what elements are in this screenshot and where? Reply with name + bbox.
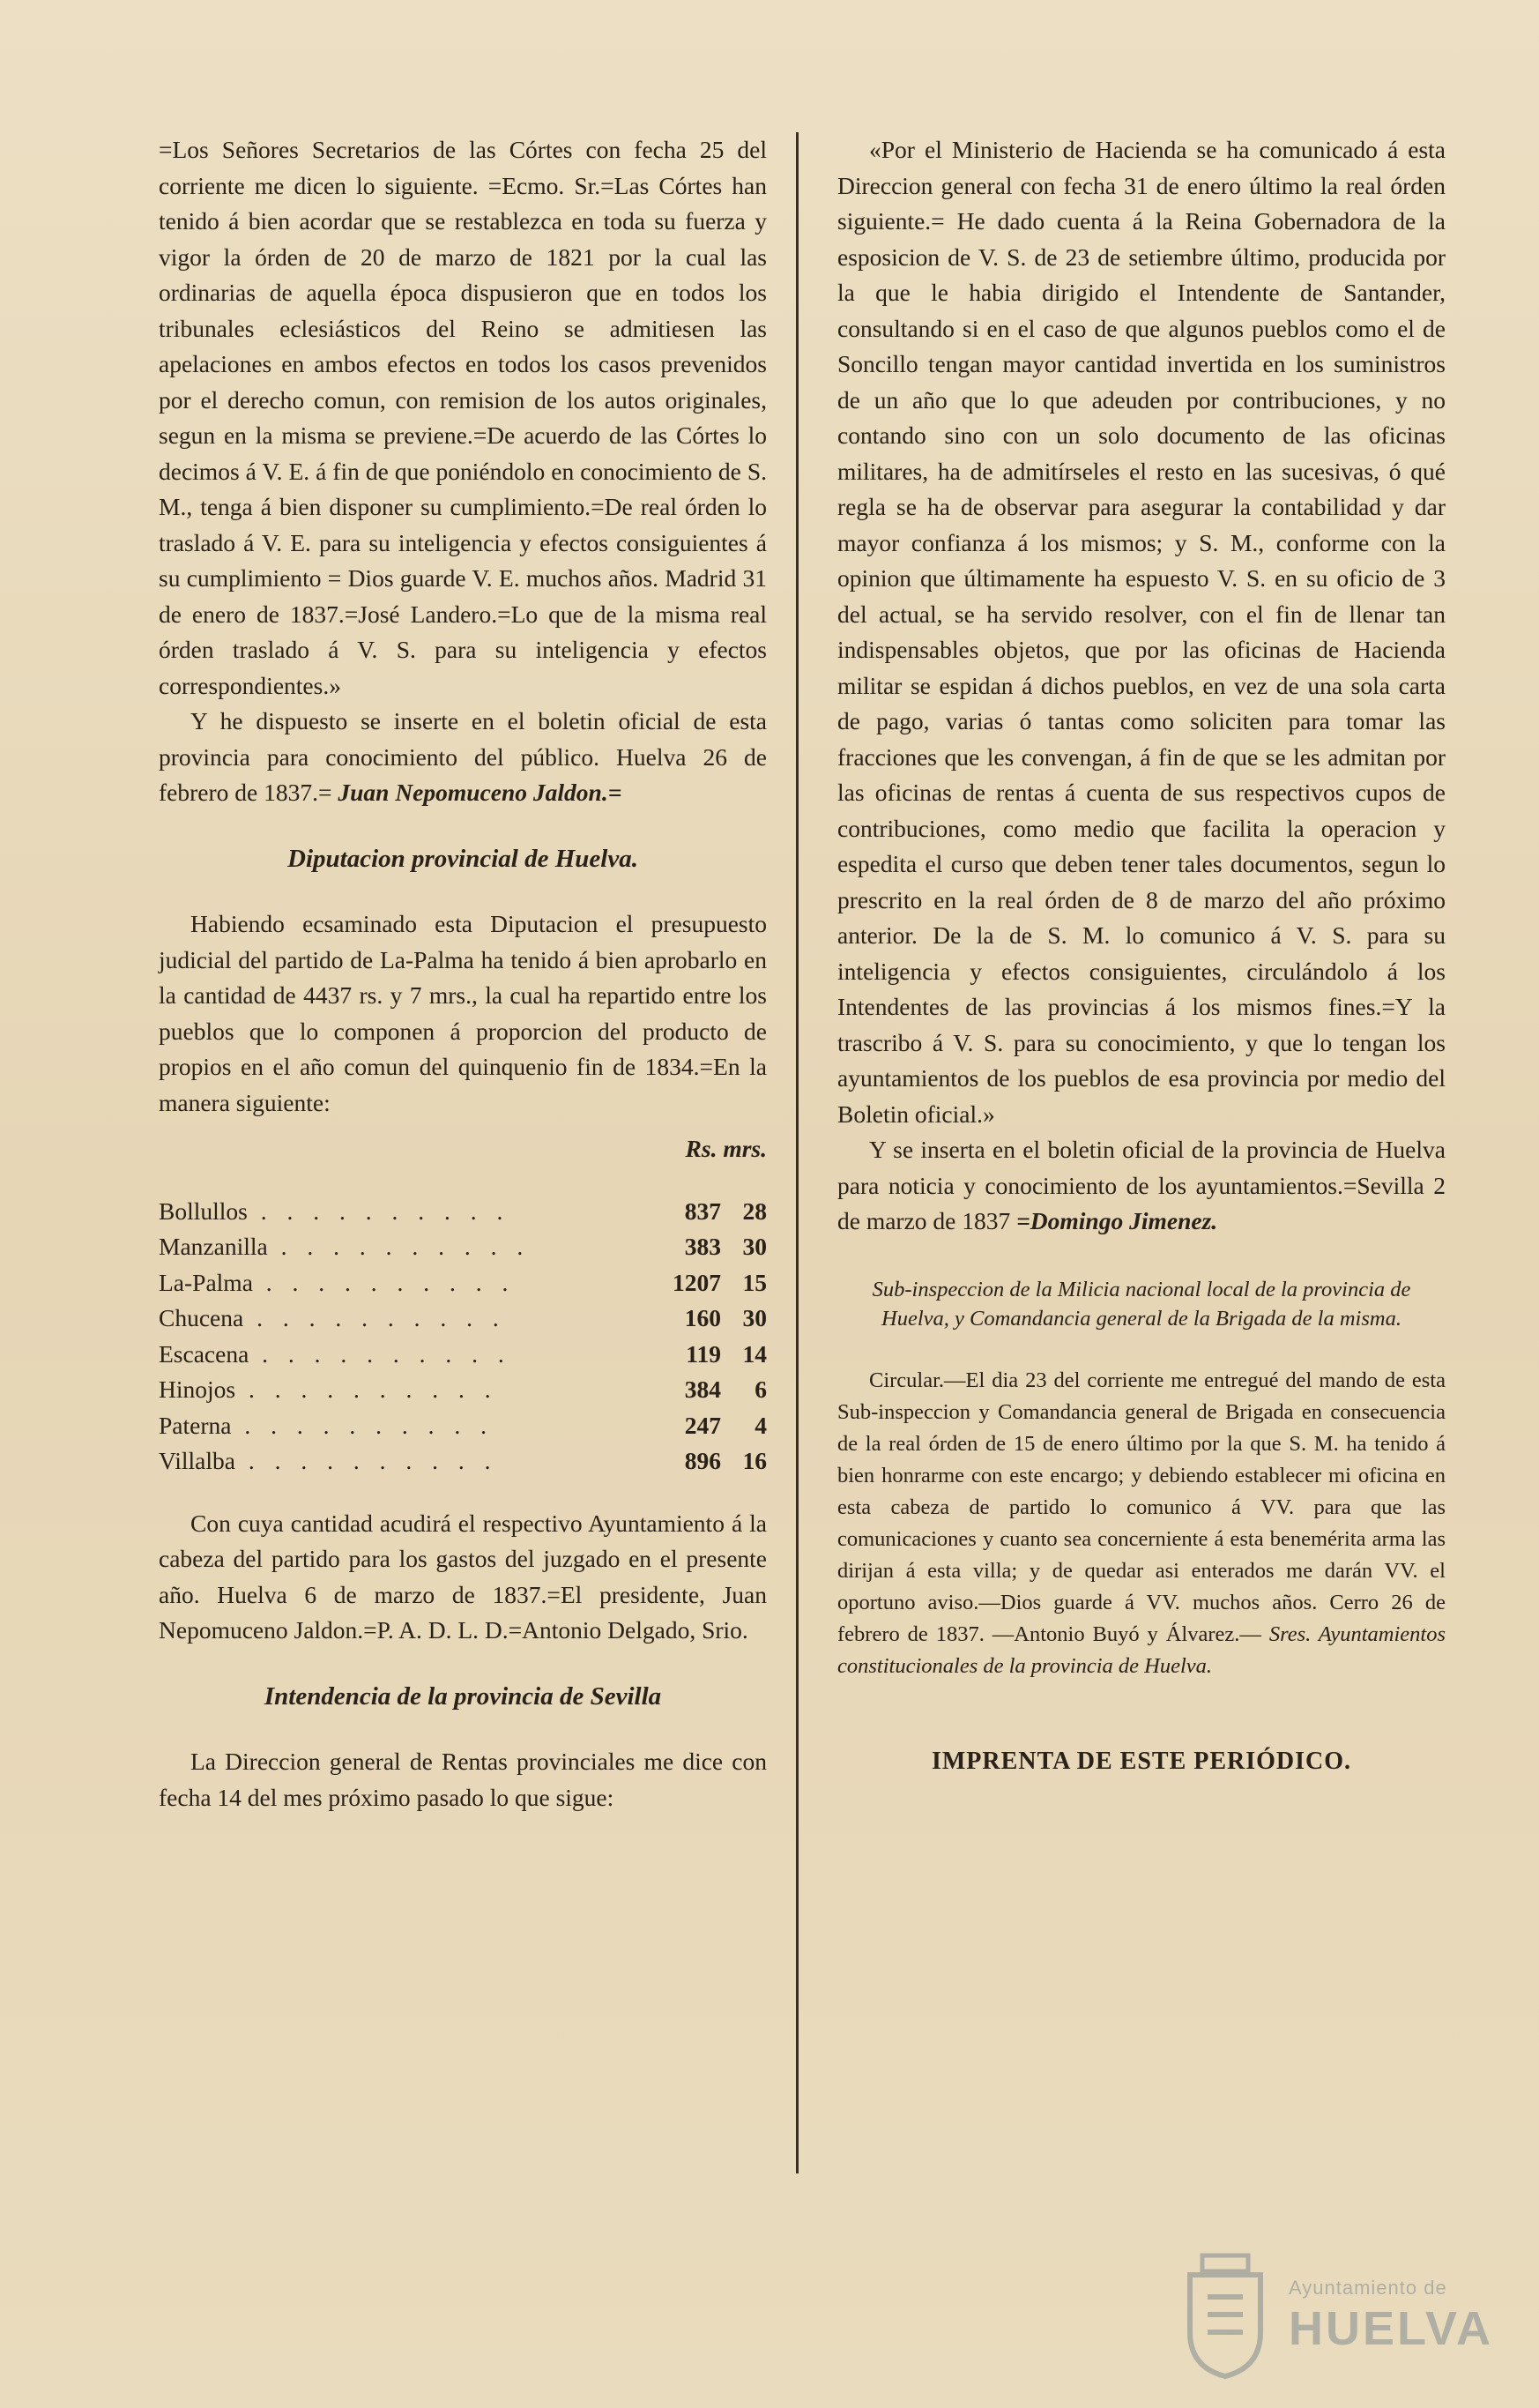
- maravedies-value: 15: [742, 1268, 767, 1296]
- town-name-text: Villalba: [159, 1447, 235, 1474]
- sevilla-insertion-text: Y se inserta en el boletin oficial de la provincia de Huelva para noticia y conocimiento de los ayuntamientos.=Sevilla 2 de marzo de 1837: [837, 1136, 1446, 1234]
- left-column: [159, 132, 767, 1815]
- right-column: [837, 132, 1446, 1779]
- column-divider: [796, 132, 799, 2173]
- sevilla-insertion: [837, 1132, 1446, 1240]
- watermark-logo: [1172, 2248, 1493, 2381]
- signature-jaldon: Juan Nepomuceno Jaldon.=: [338, 779, 622, 806]
- leader-dots: . . . . . . . . . .: [249, 1339, 511, 1368]
- leader-dots: . . . . . . . . . .: [234, 1447, 498, 1474]
- leader-dots: . . . . . . . . . .: [243, 1304, 506, 1331]
- maravedies-value: 16: [742, 1447, 767, 1474]
- leader-dots: . . . . . . . . . .: [231, 1411, 494, 1439]
- section-heading-diputacion: Diputacion provincial de Huelva.: [287, 844, 638, 873]
- maravedies-value: 4: [755, 1411, 767, 1439]
- town-name-text: Bollullos: [159, 1197, 248, 1225]
- town-name-text: Manzanilla: [159, 1233, 268, 1260]
- town-name-text: La-Palma: [159, 1268, 253, 1296]
- town-name: [159, 1301, 640, 1337]
- table-row: [159, 1229, 767, 1265]
- town-name-text: Hinojos: [159, 1375, 236, 1403]
- town-name-text: Paterna: [159, 1411, 232, 1439]
- reales-value: 247: [684, 1411, 721, 1439]
- town-name-text: Escacena: [159, 1339, 249, 1368]
- maravedies-value: 6: [755, 1375, 767, 1403]
- reales-value: 837: [684, 1197, 721, 1225]
- printer-imprint: IMPRENTA DE ESTE PERIÓDICO.: [931, 1747, 1352, 1775]
- table-row: [159, 1194, 767, 1230]
- maravedies-value: 28: [742, 1197, 767, 1225]
- section-heading-intendencia: Intendencia de la provincia de Sevilla: [264, 1681, 662, 1711]
- reales-value: 119: [686, 1339, 721, 1368]
- table-row: [159, 1265, 767, 1301]
- town-name: [159, 1443, 640, 1480]
- table-row: [159, 1372, 767, 1408]
- reales-value: 160: [684, 1304, 721, 1331]
- reales-value: 1207: [673, 1268, 721, 1296]
- leader-dots: . . . . . . . . . .: [267, 1233, 531, 1260]
- table-row: [159, 1301, 767, 1337]
- maravedies-value: 30: [742, 1233, 767, 1260]
- watermark-line1: Ayuntamiento de: [1289, 2277, 1447, 2299]
- town-name: [159, 1337, 640, 1373]
- maravedies-value: 30: [742, 1304, 767, 1331]
- table-row: [159, 1443, 767, 1480]
- letter-cortes-paragraph: =Los Señores Secretarios de las Córtes con fecha 25 del corriente me dicen lo siguiente. =Ecmo. Sr.=Las Córtes han tenido á bien acordar que se restablezca en toda su fuerza y vigor la órden de 20 de marzo de 1821 por la cual las ordinarias de aquella época dispusieron que en todos los tribunales eclesiásticos del Reino se admitiesen las apelaciones en ambos efectos en todos los casos prevenidos por el derecho comun, con remision de los autos originales, segun en la misma se previene.=De acuerdo de las Córtes lo decimos á V. E. á fin de que poniéndolo en conocimiento de S. M., tenga á bien disponer su cumplimiento.=De real órden lo traslado á V. E. para su inteligencia y efectos consiguientes á su cumplimiento = Dios guarde V. E. muchos años. Madrid 31 de enero de 1837.=José Landero.=Lo que de la misma real órden traslado á V. S. para su inteligencia y efectos correspondientes.»: [159, 136, 767, 699]
- insertion-notice: [159, 704, 767, 811]
- closing-paragraph: Con cuya cantidad acudirá el respectivo Ayuntamiento á la cabeza del partido para los gastos del juzgado en el presente año. Huelva 6 de marzo de 1837.=El presidente, Juan Nepomuceno Jaldon.=P. A. D. L. D.=Antonio Delgado, Srio.: [159, 1509, 767, 1644]
- table-row: [159, 1337, 767, 1373]
- units-header: Rs. mrs.: [685, 1135, 767, 1162]
- town-name: [159, 1194, 640, 1230]
- circular-addressee: Sres. Ayuntamientos constitucionales de la provincia de Huelva.: [837, 1621, 1446, 1678]
- section-heading-milicia: Sub-inspeccion de la Milicia nacional local de la provincia de Huelva, y Comandancia general de la Brigada de la misma.: [872, 1277, 1411, 1331]
- leader-dots: . . . . . . . . . .: [235, 1375, 498, 1403]
- watermark-line2: HUELVA: [1289, 2302, 1493, 2355]
- insertion-notice-text: Y he dispuesto se inserte en el boletin oficial de esta provincia para conocimiento del público. Huelva 26 de febrero de 1837.=: [159, 707, 767, 806]
- reales-value: 384: [684, 1375, 721, 1403]
- reales-value: 896: [684, 1447, 721, 1474]
- leader-dots: . . . . . . . . . .: [247, 1197, 510, 1225]
- direccion-paragraph: La Direccion general de Rentas provinciales me dice con fecha 14 del mes próximo pasado lo que sigue:: [159, 1748, 767, 1811]
- circular-paragraph: [837, 1365, 1446, 1682]
- table-row: [159, 1408, 767, 1444]
- town-name: [159, 1408, 640, 1444]
- maravedies-value: 14: [742, 1339, 767, 1368]
- town-name: [159, 1372, 640, 1408]
- signature-jimenez: =Domingo Jimenez.: [1016, 1207, 1218, 1234]
- budget-paragraph: Habiendo ecsaminado esta Diputacion el presupuesto judicial del partido de La-Palma ha tenido á bien aprobarlo en la cantidad de 4437 rs. y 7 mrs., la cual ha repartido entre los pueblos que lo componen á proporcion del producto de propios en el año comun del quinquenio fin de 1834.=En la manera siguiente:: [159, 910, 767, 1116]
- distribution-table: [159, 1194, 767, 1480]
- town-name-text: Chucena: [159, 1304, 244, 1331]
- reales-value: 383: [684, 1233, 721, 1260]
- town-name: [159, 1265, 640, 1301]
- ministerio-paragraph: «Por el Ministerio de Hacienda se ha comunicado á esta Direccion general con fecha 31 de enero último la real órden siguiente.= He dado cuenta á la Reina Gobernadora de la esposicion de V. S. de 23 de setiembre último, producida por la que le habia dirigido el Intendente de Santander, consultando si en el caso de que algunos pueblos como el de Soncillo tengan mayor cantidad invertida en los suministros de un año que lo que adeuden por contribuciones, y no contando sino con un solo documento de las oficinas militares, ha de admitírseles el resto en las sucesivas, ó qué regla se ha de observar para asegurar la contabilidad y dar mayor confianza á los mismos; y S. M., conforme con la opinion que últimamente ha espuesto V. S. en su oficio de 3 del actual, se ha servido resolver, con el fin de llenar tan indispensables objetos, que por las oficinas de Hacienda militar se espidan á dichos pueblos, en vez de una sola carta de pago, varias ó tantas como soliciten para tomar las fracciones que les convengan, á fin de que se les admitan por las oficinas de rentas á cuenta de sus respectivos cupos de contribuciones, como medio que facilita la operacion y espedita el curso que deben tener tales documentos, segun lo prescrito en la real órden de 8 de marzo del año próximo anterior. De la de S. M. lo comunico á V. S. para su inteligencia y efectos consiguientes, circulándolo á los Intendentes de las provincias á los mismos fines.=Y la trascribo á V. S. para su conocimiento, y que lo tengan los ayuntamientos de los pueblos de esa provincia por medio del Boletin oficial.»: [837, 136, 1446, 1128]
- coat-of-arms-icon: [1172, 2248, 1278, 2381]
- leader-dots: . . . . . . . . . .: [252, 1268, 516, 1296]
- town-name: [159, 1229, 640, 1265]
- circular-text: Circular.—El dia 23 del corriente me entregué del mando de esta Sub-inspeccion y Comandancia general de Brigada en consecuencia de la real órden de 15 de enero último por la que S. M. ha tenido á bien honrarme con este encargo; y debiendo establecer mi oficina en esta cabeza de partido lo comunico á VV. para que las comunicaciones y cuanto sea concerniente á esta benemérita arma las dirijan á esta villa; y de quedar asi enterados me darán VV. el oportuno aviso.—Dios guarde á VV. muchos años. Cerro 26 de febrero de 1837. —Antonio Buyó y Álvarez.—: [837, 1368, 1446, 1646]
